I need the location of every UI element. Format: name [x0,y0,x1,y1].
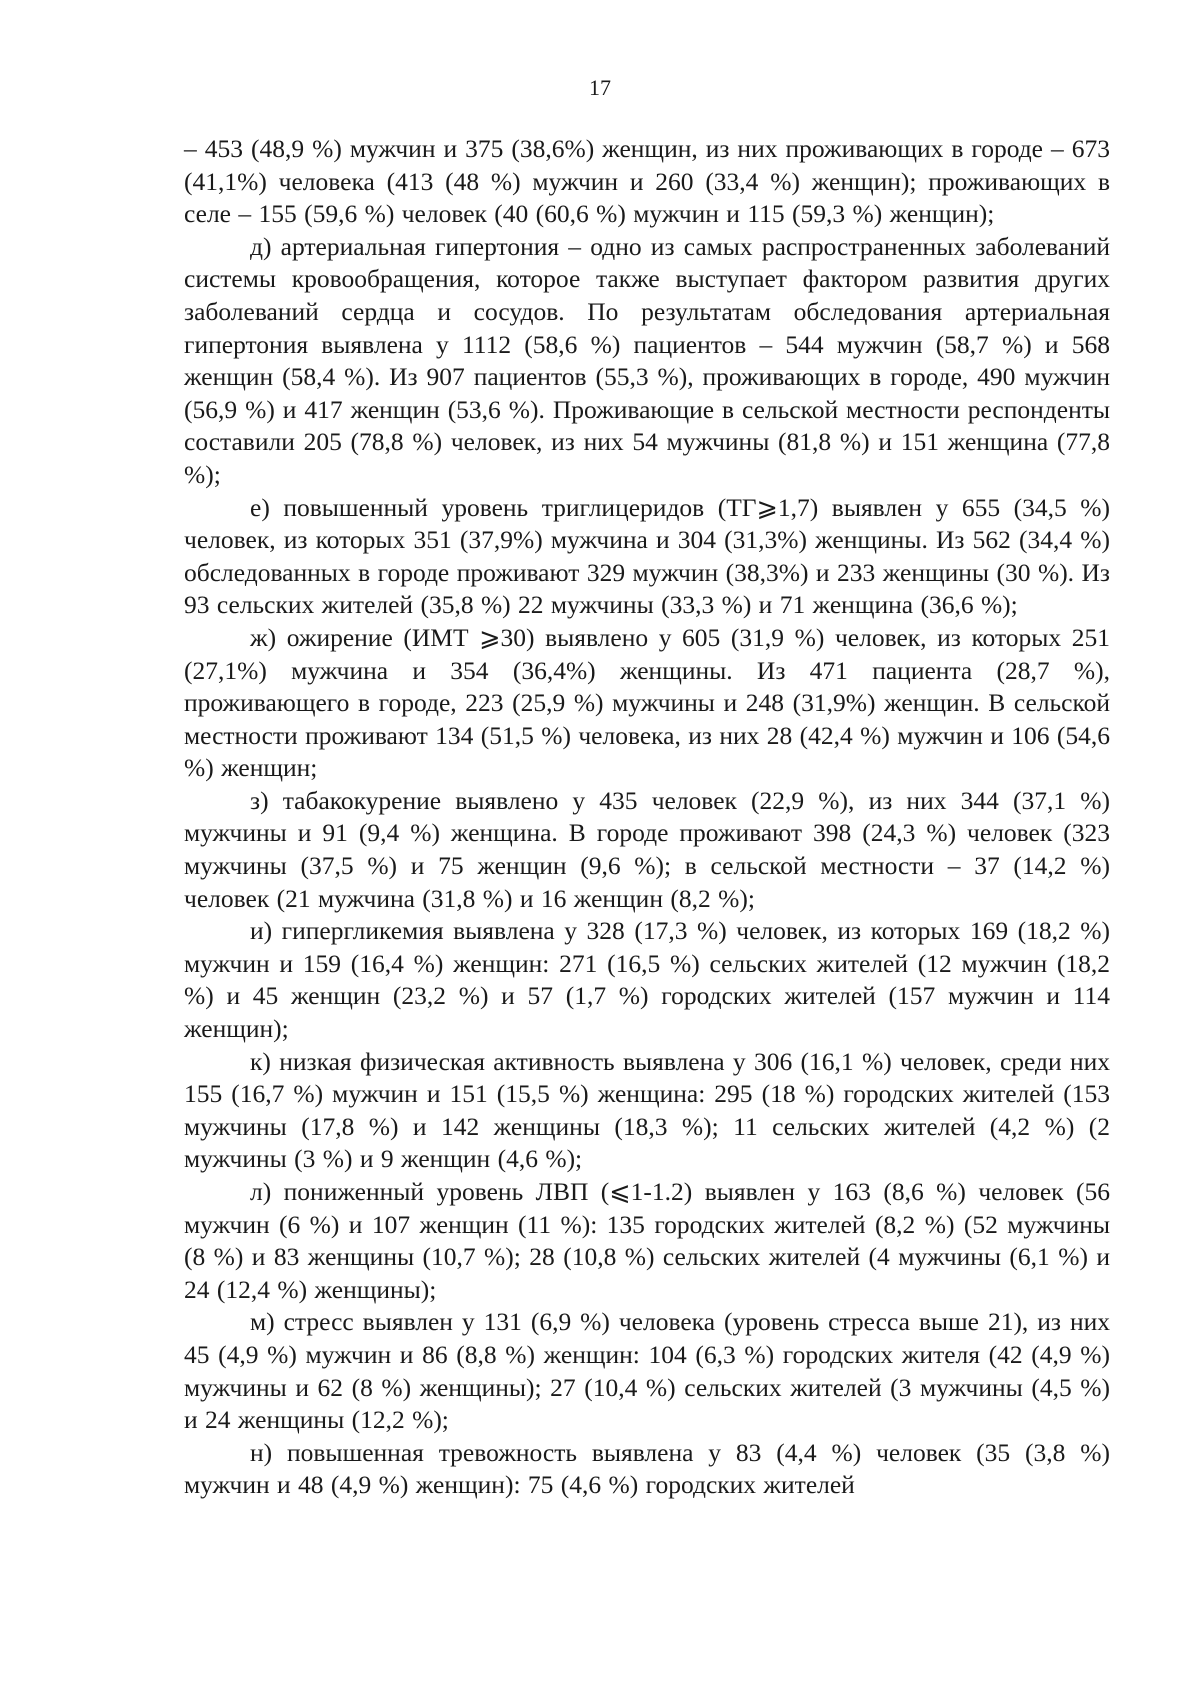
page-number: 17 [589,75,611,100]
paragraph-zh-obesity: ж) ожирение (ИМТ ⩾30) выявлено у 605 (31,9 %) человек, из которых 251 (27,1%) мужчина и 354 (36,4%) женщины. Из 471 пациента (28,7 %), проживающего в городе, 223 (25,9 %) мужчины и 248 (31,9%) женщин. В сельской местности проживают 134 (51,5 %) человека, из них 28 (42,4 %) мужчин и 106 (54,6 %) женщин; [184,622,1110,783]
paragraph-m-stress: м) стресс выявлен у 131 (6,9 %) человека (уровень стресса выше 21), из них 45 (4,9 %) мужчин и 86 (8,8 %) женщин: 104 (6,3 %) городских жителя (42 (4,9 %) мужчины и 62 (8 %) женщины); 27 (10,4 %) сельских жителей (3 мужчины (4,5 %) и 24 женщины (12,2 %); [184,1307,1110,1435]
paragraph-i-hyperglycemia: и) гипергликемия выявлена у 328 (17,3 %) человек, из которых 169 (18,2 %) мужчин и 159 (16,4 %) женщин: 271 (16,5 %) сельских жителей (12 мужчин (18,2 %) и 45 женщин (23,2 %) и 57 (1,7 %) городских жителей (157 мужчин и 114 женщин); [184,916,1110,1044]
paragraph-continuation: – 453 (48,9 %) мужчин и 375 (38,6%) женщин, из них проживающих в городе – 673 (41,1%) человека (413 (48 %) мужчин и 260 (33,4 %) женщин); проживающих в селе – 155 (59,6 %) человек (40 (60,6 %) мужчин и 115 (59,3 %) женщин); [184,134,1110,229]
paragraph-n-anxiety: н) повышенная тревожность выявлена у 83 (4,4 %) человек (35 (3,8 %) мужчин и 48 (4,9 %) женщин): 75 (4,6 %) городских жителей [184,1437,1110,1500]
paragraph-z-smoking: з) табакокурение выявлено у 435 человек (22,9 %), из них 344 (37,1 %) мужчины и 91 (9,4 %) женщина. В городе проживают 398 (24,3 %) человек (323 мужчины (37,5 %) и 75 женщин (9,6 %); в сельской местности – 37 (14,2 %) человек (21 мужчина (31,8 %) и 16 женщин (8,2 %); [184,785,1110,913]
paragraph-l-low-hdl: л) пониженный уровень ЛВП (⩽1-1.2) выявлен у 163 (8,6 %) человек (56 мужчин (6 %) и 107 женщин (11 %): 135 городских жителей (8,2 %) (52 мужчины (8 %) и 83 женщины (10,7 %); 28 (10,8 %) сельских жителей (4 мужчины (6,1 %) и 24 (12,4 %) женщины); [184,1177,1110,1304]
paragraph-d-hypertension: д) артериальная гипертония – одно из самых распространенных заболеваний системы кровообращения, которое также выступает фактором развития других заболеваний сердца и сосудов. По результатам обследования артериальная гипертония выявлена у 1112 (58,6 %) пациентов – 544 мужчин (58,7 %) и 568 женщин (58,4 %). Из 907 пациентов (55,3 %), проживающих в городе, 490 мужчин (56,9 %) и 417 женщин (53,6 %). Проживающие в сельской местности респонденты составили 205 (78,8 %) человек, из них 54 мужчины (81,8 %) и 151 женщина (77,8 %); [184,231,1110,489]
paragraph-k-low-activity: к) низкая физическая активность выявлена у 306 (16,1 %) человек, среди них 155 (16,7 %) мужчин и 151 (15,5 %) женщина: 295 (18 %) городских жителей (153 мужчины (17,8 %) и 142 женщины (18,3 %); 11 сельских жителей (4,2 %) (2 мужчины (3 %) и 9 женщин (4,6 %); [184,1046,1110,1174]
paragraph-e-triglycerides: е) повышенный уровень триглицеридов (ТГ⩾1,7) выявлен у 655 (34,5 %) человек, из которых 351 (37,9%) мужчина и 304 (31,3%) женщины. Из 562 (34,4 %) обследованных в городе проживают 329 мужчин (38,3%) и 233 женщины (30 %). Из 93 сельских жителей (35,8 %) 22 мужчины (33,3 %) и 71 женщина (36,6 %); [184,492,1110,620]
body-text [184,133,1110,1502]
